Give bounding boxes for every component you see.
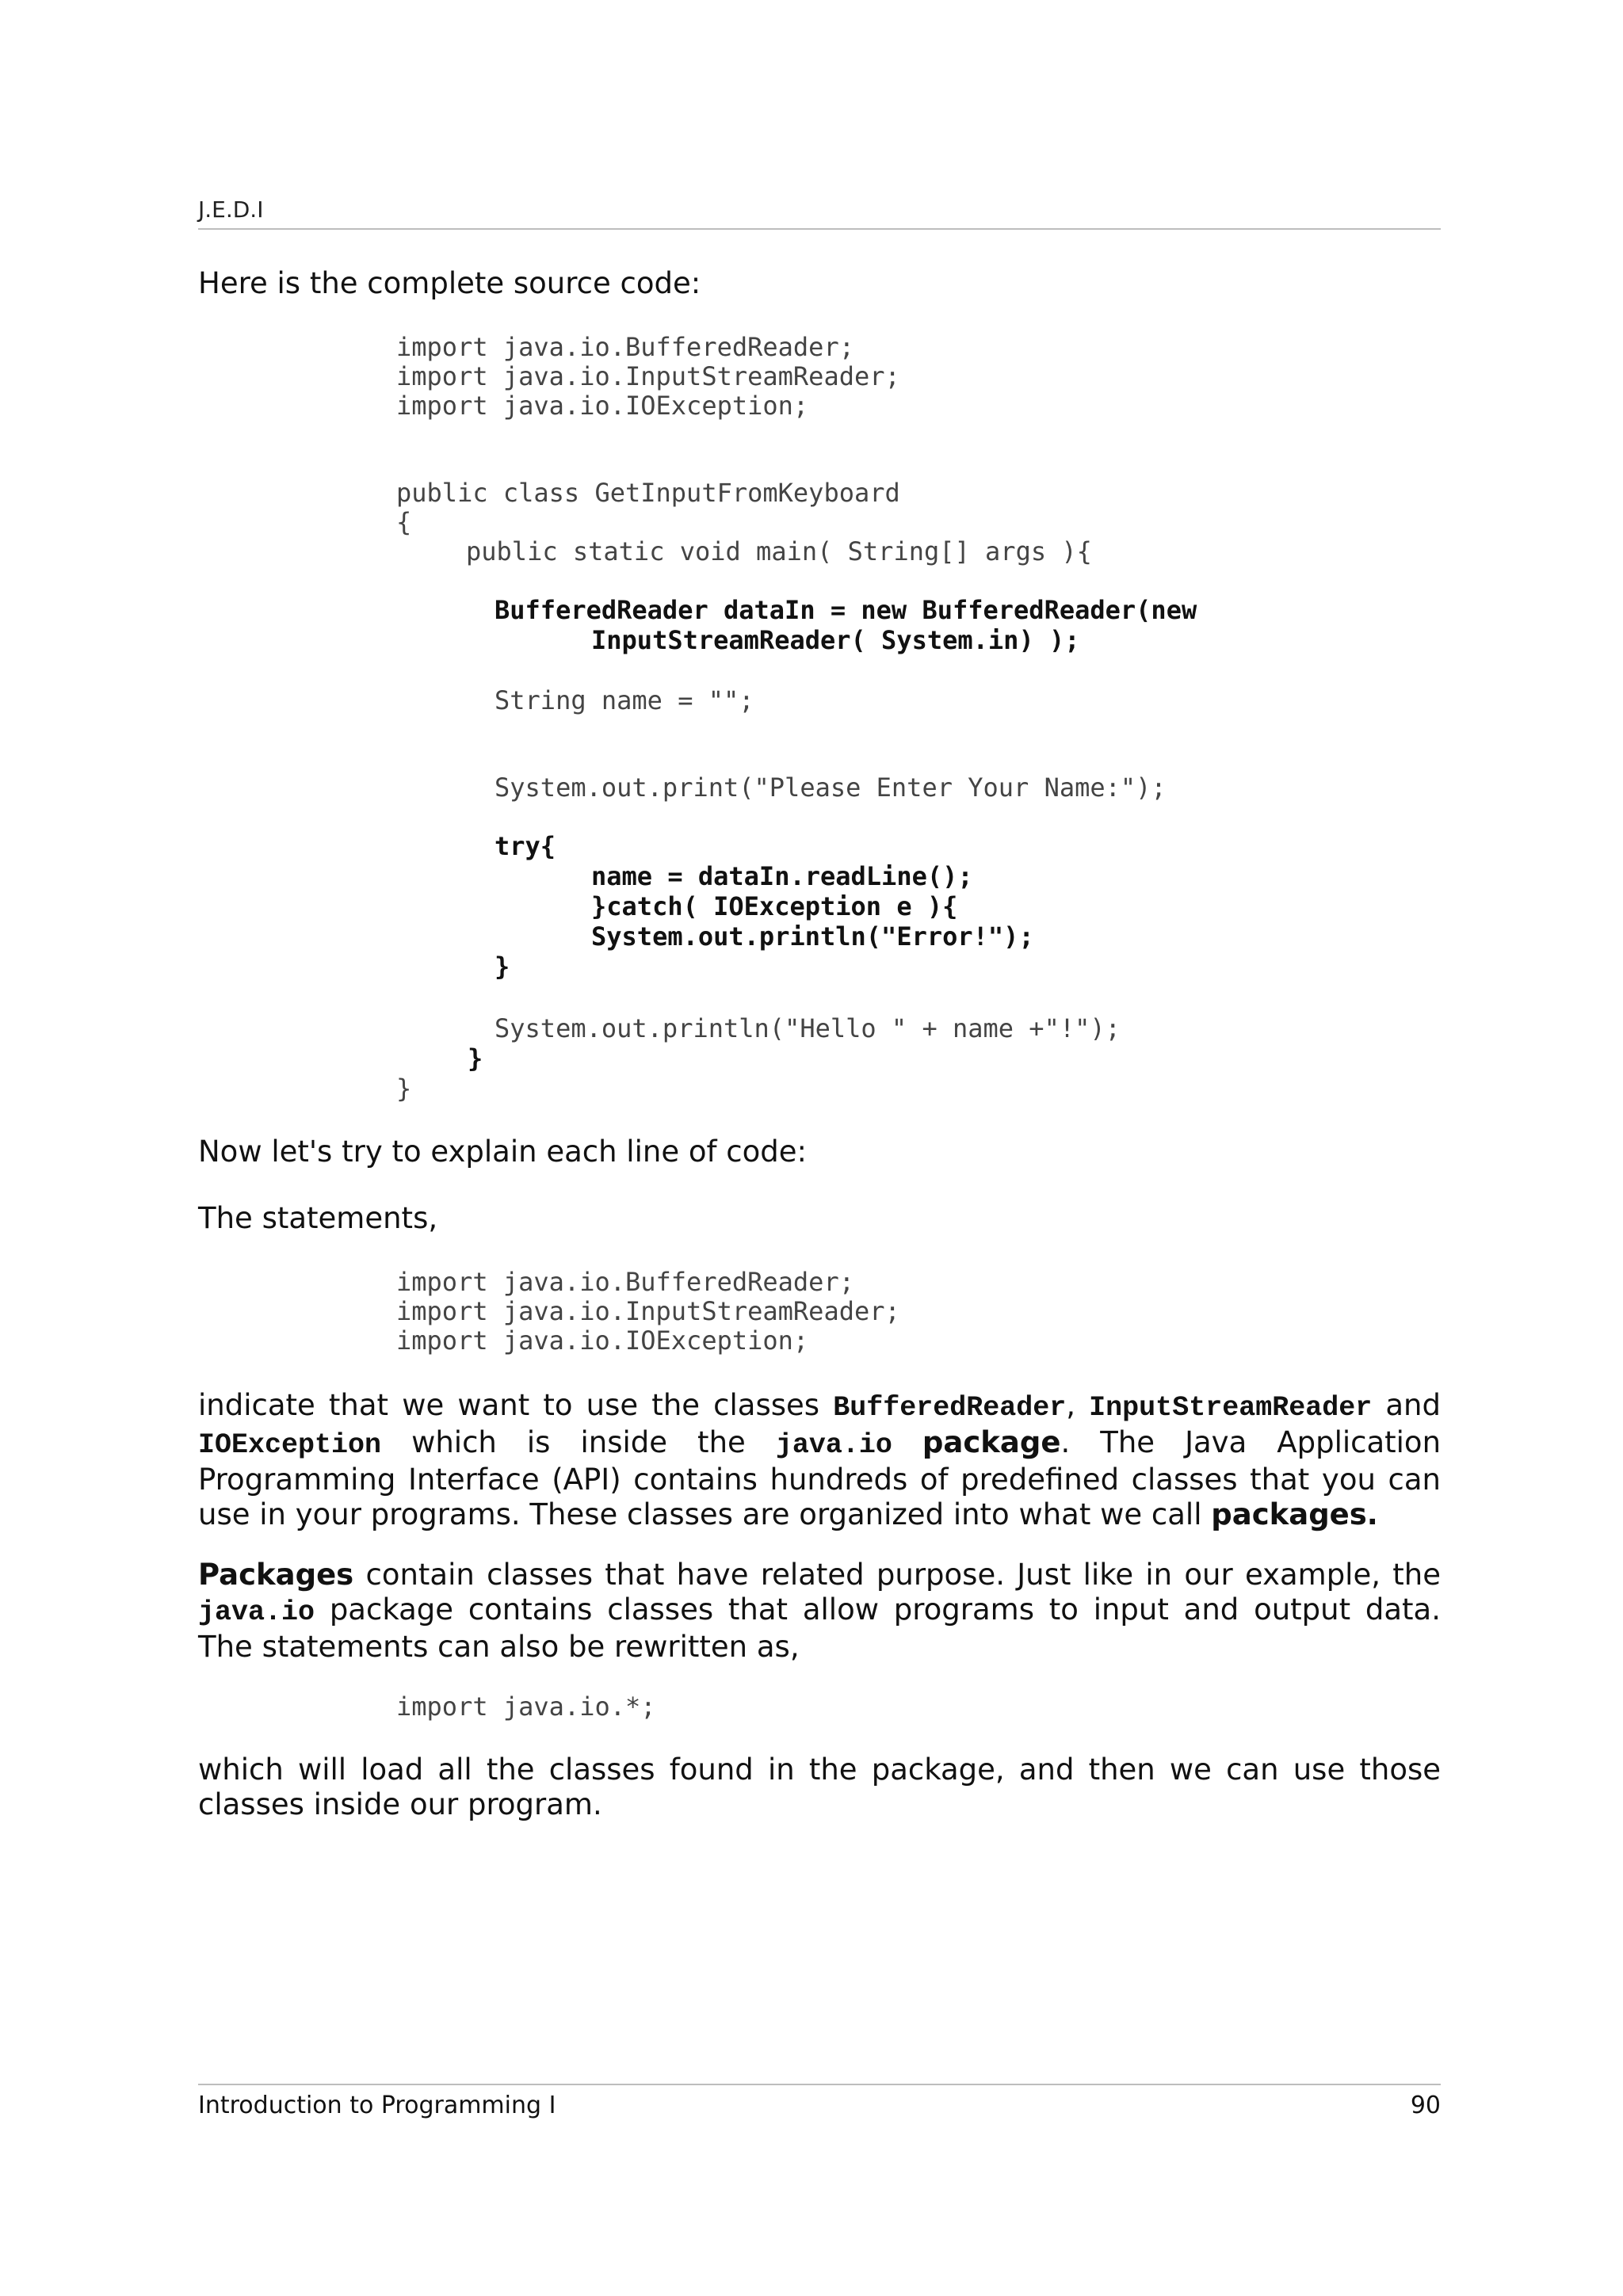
- running-header: J.E.D.I: [198, 196, 264, 223]
- code-line: BufferedReader dataIn = new BufferedReader(new: [495, 595, 1197, 625]
- statements-label: The statements,: [198, 1201, 438, 1235]
- page-number: 90: [1410, 2092, 1441, 2119]
- code-line: import java.io.IOException;: [396, 1325, 809, 1356]
- footer-rule: [198, 2084, 1441, 2085]
- paragraph-packages-intro: indicate that we want to use the classes BufferedReader, InputStreamReader and IOException which is inside the java.io package. The Java Application Programming Interface (API) contains hundreds of predefined classes that you can use in your programs. These classes are organized into what we call packages.: [198, 1388, 1442, 1531]
- code-line: import java.io.BufferedReader;: [396, 332, 854, 362]
- paragraph-wildcard-explanation: which will load all the classes found in the package, and then we can use those classes inside our program.: [198, 1753, 1441, 1821]
- code-line: import java.io.IOException;: [396, 391, 809, 421]
- code-line: import java.io.InputStreamReader;: [396, 361, 900, 391]
- code-line: System.out.println("Error!");: [591, 921, 1034, 952]
- code-line: public static void main( String[] args ){: [466, 536, 1092, 566]
- code-line: import java.io.BufferedReader;: [396, 1267, 854, 1297]
- code-line: public class GetInputFromKeyboard: [396, 478, 900, 508]
- code-line: }: [468, 1043, 483, 1074]
- code-line: String name = "";: [495, 685, 754, 715]
- code-line: }catch( IOException e ){: [591, 891, 958, 921]
- code-line: System.out.println("Hello " + name +"!");: [495, 1013, 1121, 1043]
- header-rule: [198, 228, 1441, 230]
- explain-intro: Now let's try to explain each line of code:: [198, 1135, 807, 1169]
- intro-text: Here is the complete source code:: [198, 266, 701, 300]
- code-line: import java.io.*;: [396, 1691, 656, 1722]
- code-line: name = dataIn.readLine();: [591, 861, 973, 891]
- code-line: import java.io.InputStreamReader;: [396, 1296, 900, 1326]
- code-line: {: [396, 507, 412, 537]
- footer-title: Introduction to Programming I: [198, 2092, 556, 2119]
- code-line: System.out.print("Please Enter Your Name:");: [495, 772, 1167, 803]
- code-line: try{: [495, 831, 556, 861]
- code-line: }: [495, 952, 510, 982]
- code-line: }: [396, 1074, 412, 1104]
- paragraph-packages-definition: Packages contain classes that have related purpose. Just like in our example, the java.io package contains classes that allow programs to input and output data. The statements can also be rewritten as,: [198, 1558, 1441, 1664]
- code-line: InputStreamReader( System.in) );: [591, 625, 1080, 655]
